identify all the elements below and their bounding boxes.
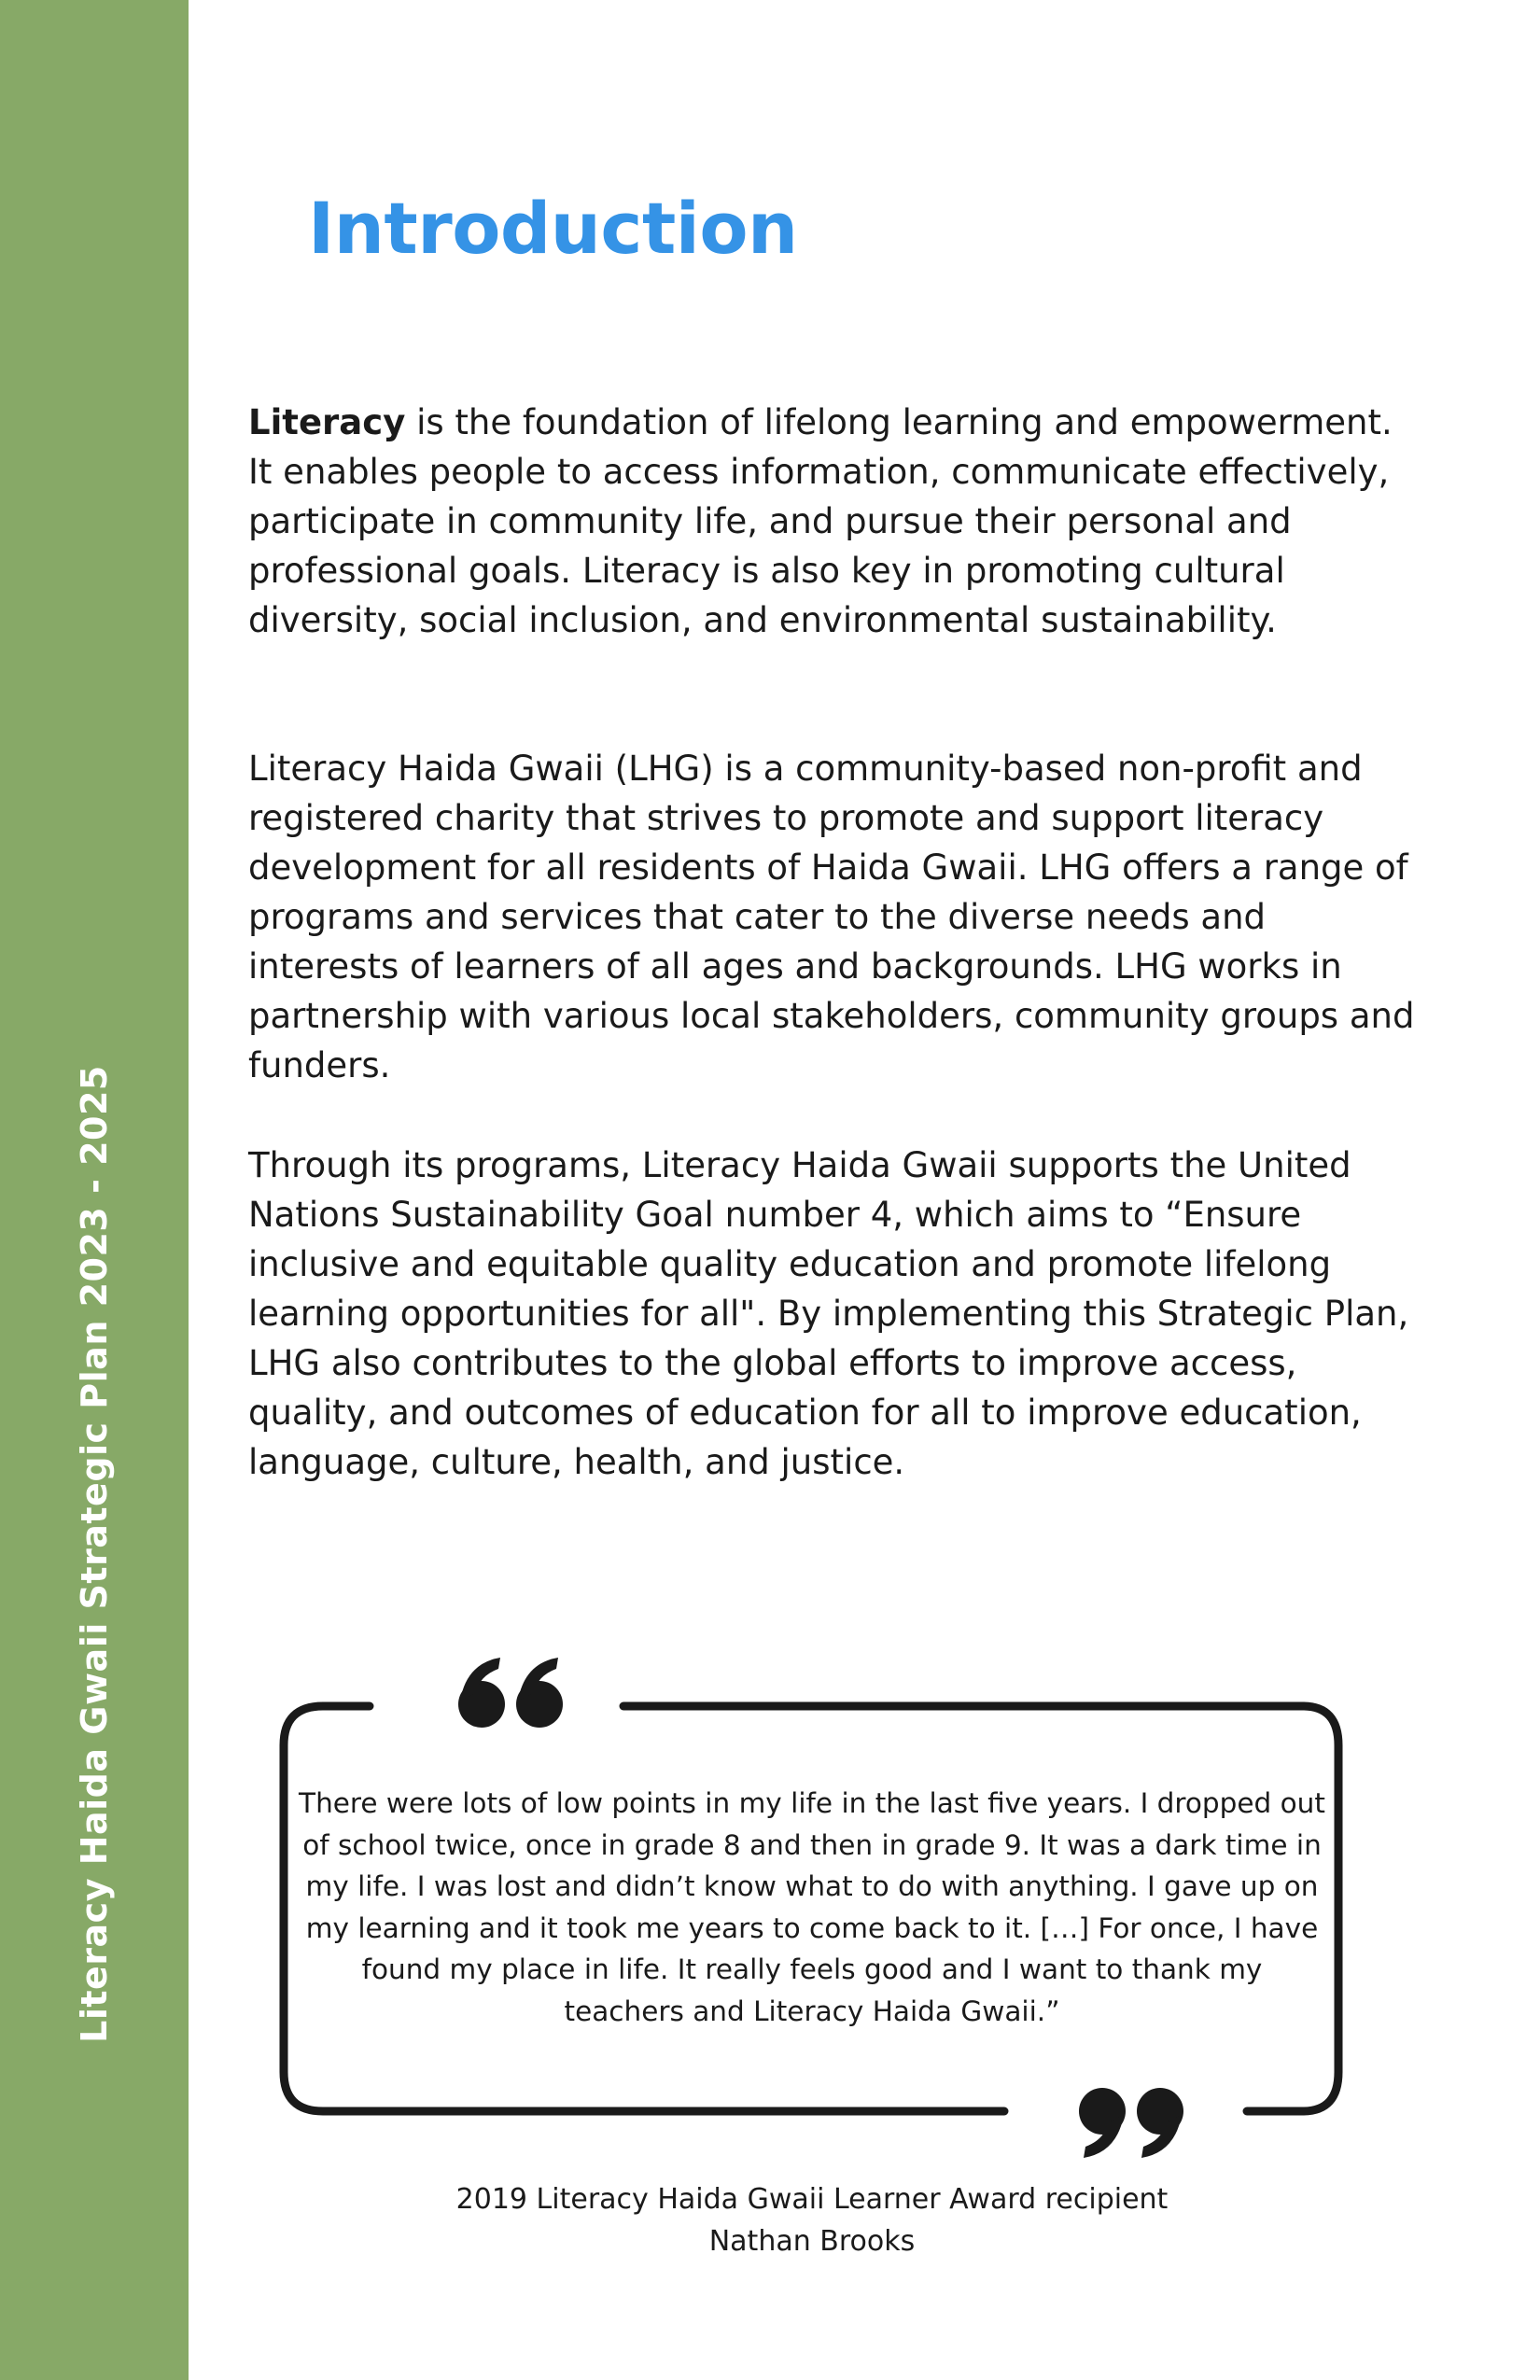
paragraph-1-text: is the foundation of lifelong learning and empowerment. It enables people to access information, communicate effectively, participate in community life, and pursue their personal and professional goals. Literacy is also key in promoting cultural diversity, social inclusion, and environmental sustainability. [248, 402, 1393, 640]
quote-attribution [345, 2178, 1279, 2262]
open-quote-icon [458, 1658, 563, 1728]
sidebar-title: Literacy Haida Gwaii Strategic Plan 2023 - 2025 [74, 1065, 115, 2043]
sidebar-band [0, 0, 189, 2380]
paragraph-lead-word: Literacy [248, 402, 406, 442]
intro-paragraph-1 [248, 398, 1415, 645]
page-title: Introduction [308, 187, 798, 270]
close-quote-icon [1079, 2088, 1183, 2158]
intro-paragraph-3: Through its programs, Literacy Haida Gwaii supports the United Nations Sustainability Goal number 4, which aims to “Ensure inclusive and equitable quality education and promote lifelong learning opportunities for all". By implementing this Strategic Plan, LHG also contributes to the global efforts to improve access, quality, and outcomes of education for all to improve education, language, culture, health, and justice. [248, 1145, 1409, 1482]
attribution-award: 2019 Literacy Haida Gwaii Learner Award recipient [455, 2183, 1169, 2216]
attribution-name: Nathan Brooks [708, 2225, 916, 2258]
intro-paragraph-2: Literacy Haida Gwaii (LHG) is a community-based non-profit and registered charity that strives to promote and support literacy development for all residents of Haida Gwaii. LHG offers a range of programs and services that cater to the diverse needs and interests of learners of all ages and backgrounds. LHG works in partnership with various local stakeholders, community groups and funders. [248, 749, 1415, 1085]
testimonial-quote: There were lots of low points in my life in the last five years. I dropped out of school twice, once in grade 8 and then in grade 9. It was a dark time in my life. I was lost and didn’t know what to do with anything. I gave up on my learning and it took me years to come back to it. […] For once, I have found my place in life. It really feels good and I want to thank my teachers and Literacy Haida Gwaii.” [299, 1787, 1325, 2027]
